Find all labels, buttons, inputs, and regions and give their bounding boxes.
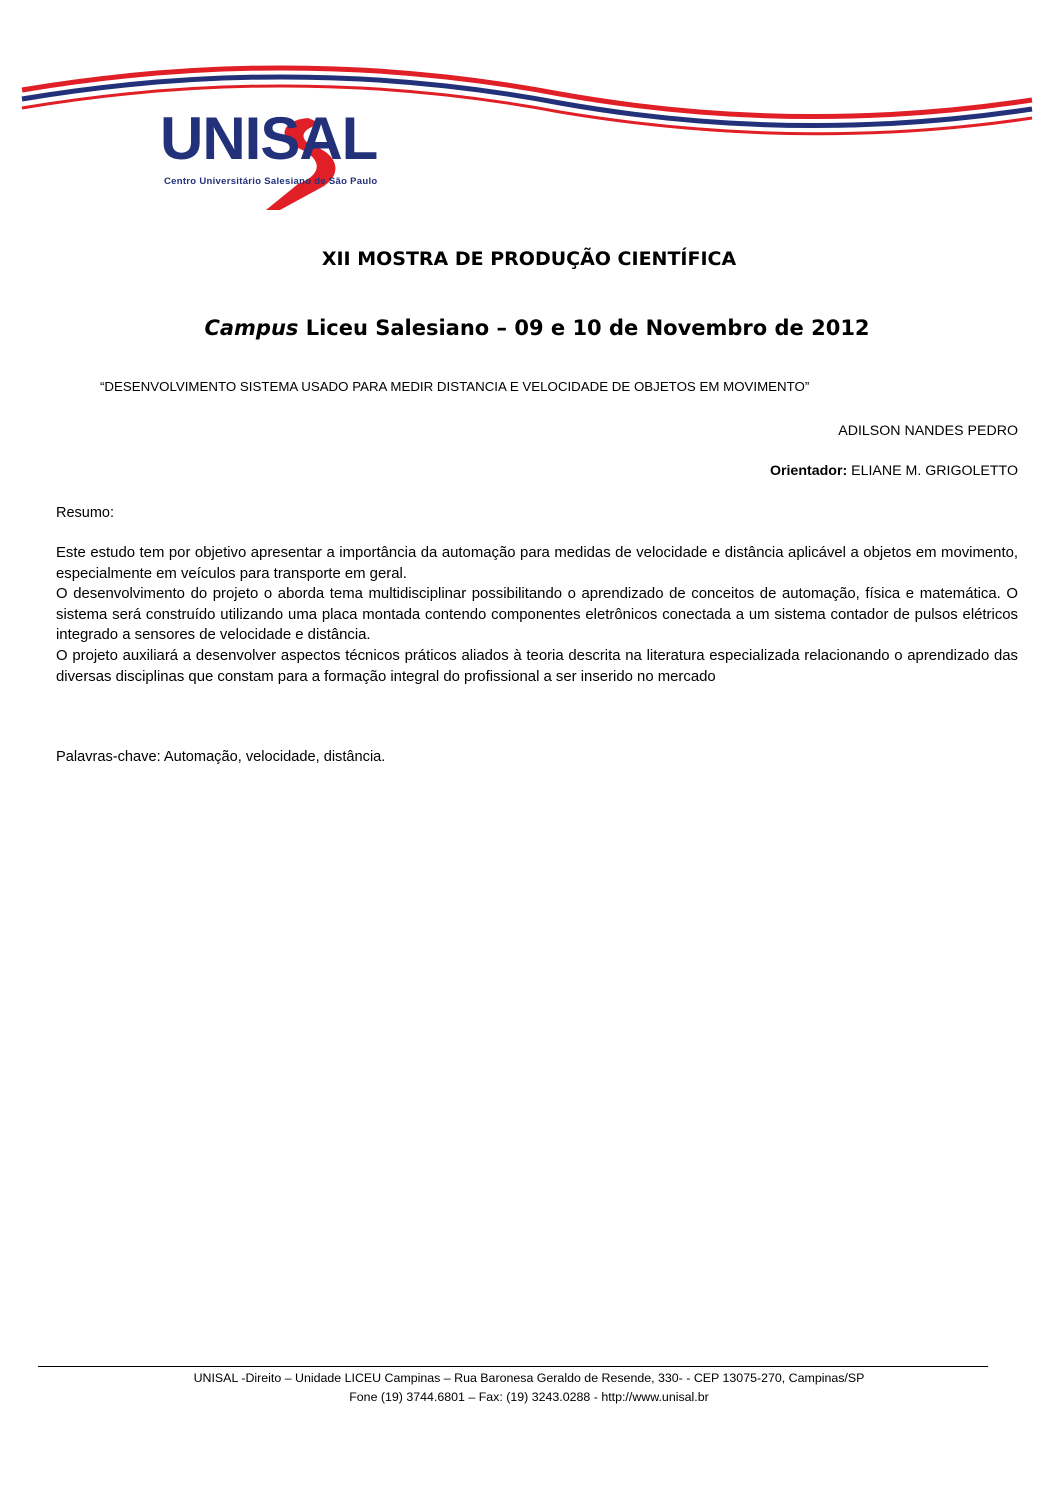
advisor	[770, 463, 1018, 479]
logo-wordmark: UNISAL	[160, 105, 378, 172]
work-title: “DESENVOLVIMENTO SISTEMA USADO PARA MEDIR DISTANCIA E VELOCIDADE DE OBJETOS EM MOVIMENTO”	[100, 379, 810, 394]
event-title: XII MOSTRA DE PRODUÇÃO CIENTÍFICA	[321, 248, 737, 270]
logo-subtitle: Centro Universitário Salesiano de São Paulo	[164, 176, 378, 187]
subtitle-location-date: Liceu Salesiano – 09 e 10 de Novembro de 2012	[298, 316, 870, 340]
abstract-paragraph: Este estudo tem por objetivo apresentar a importância da automação para medidas de velocidade e distância aplicável a objetos em movimento, especialmente em veículos para transporte em geral.	[56, 545, 1018, 582]
footer-contact: Fone (19) 3744.6801 – Fax: (19) 3243.0288 - http://www.unisal.br	[349, 1390, 709, 1404]
subtitle-campus: Campus	[204, 316, 299, 340]
footer-address: UNISAL -Direito – Unidade LICEU Campinas – Rua Baronesa Geraldo de Resende, 330- - CEP 13075-270, Campinas/SP	[193, 1371, 865, 1385]
event-subtitle	[0, 316, 1058, 340]
abstract-heading: Resumo:	[56, 505, 115, 521]
advisor-label: Orientador:	[769, 463, 848, 479]
footer-divider	[38, 1366, 988, 1367]
keywords: Palavras-chave: Automação, velocidade, distância.	[56, 749, 386, 765]
advisor-name: ELIANE M. GRIGOLETTO	[847, 463, 1018, 479]
abstract-body	[56, 543, 1018, 687]
author-name: ADILSON NANDES PEDRO	[838, 423, 1018, 439]
unisal-logo	[150, 104, 410, 214]
abstract-paragraph: O desenvolvimento do projeto o aborda tema multidisciplinar possibilitando o aprendizado de conceitos de automação, física e matemática. O sistema será construído utilizando uma placa montada contendo componentes eletrônicos conectada a um sistema contador de pulsos elétricos integrado a sensores de velocidade e distância.	[56, 586, 1018, 644]
abstract-paragraph: O projeto auxiliará a desenvolver aspectos técnicos práticos aliados à teoria descrita na literatura especializada relacionando o aprendizado das diversas disciplinas que constam para a formação integral do profissional a ser inserido no mercado	[56, 647, 1018, 685]
